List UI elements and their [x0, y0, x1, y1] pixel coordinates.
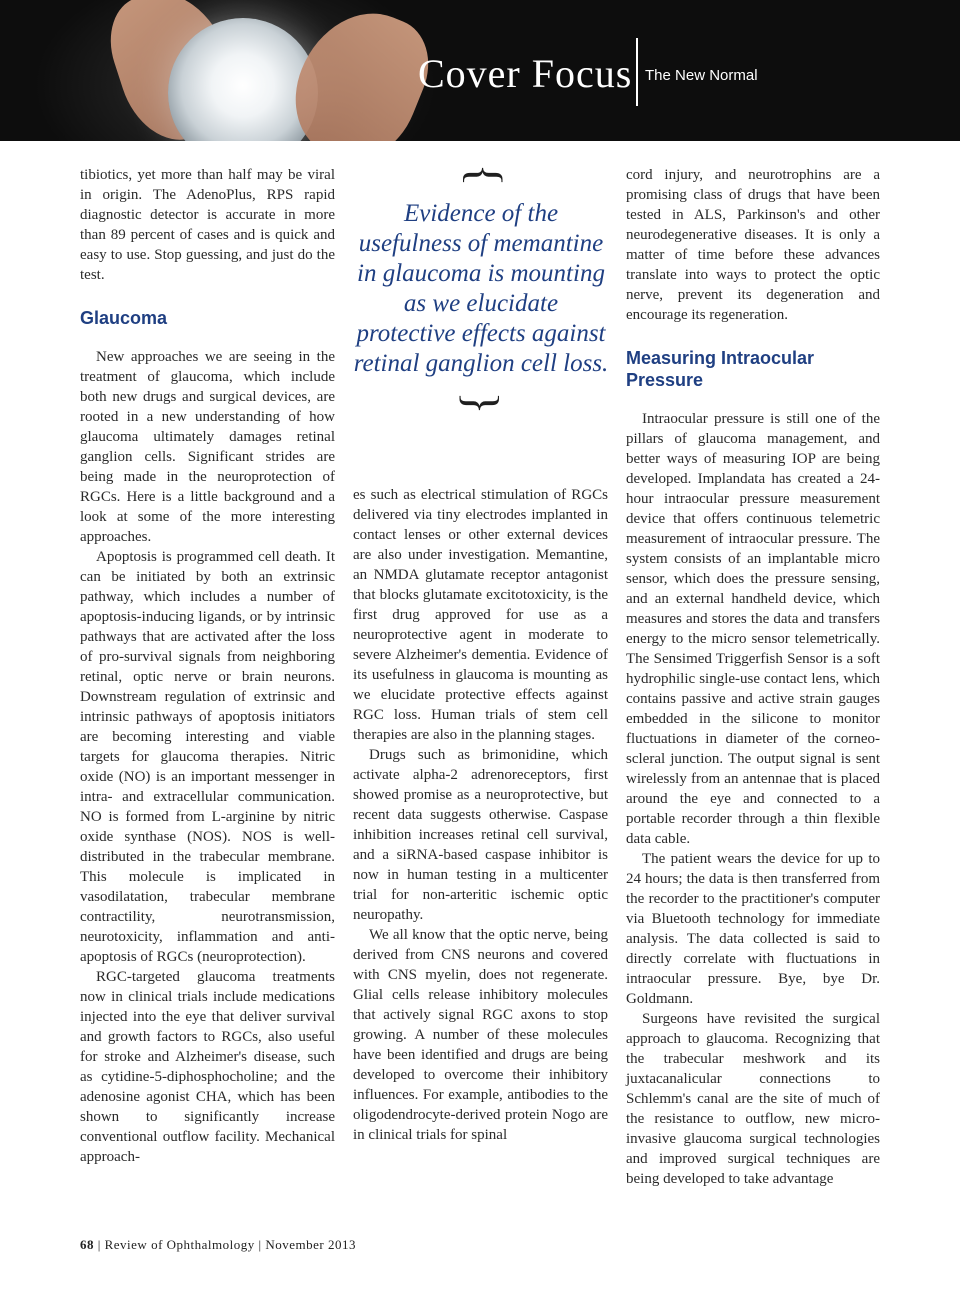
paragraph: Apoptosis is programmed cell death. It can be initiated by both an extrinsic pathway, which includes a number of apoptosis-inducing ligands, or by intrinsic pathways that are activated after the loss of pro-survival signals from neighboring retinal, optic nerve or brain neurons. Downstream regulation of extrinsic and intrinsic pathways of apoptosis initiators are becoming interesting and viable targets for glaucoma therapies. Nitric oxide (NO) is an important messenger in intra- and extracellular communication. NO is formed from L-arginine by nitric oxide synthase (NOS). NOS is well-distributed in the trabecular membrane. This molecule is implicated in vasodilatation, trabecular membrane contractility, neurotransmission, neurotoxicity, inflammation and anti-apoptosis of RGCs (neuroprotection). — [80, 549, 335, 965]
page-footer — [80, 1237, 356, 1253]
journal-name: Review of Ophthalmology — [104, 1237, 255, 1252]
paragraph: es such as electrical stimulation of RGCs delivered via tiny electrodes implanted in contact lenses or other external devices are also under investigation. Memantine, an NMDA glutamate receptor antagonist that blocks glutamate excitotoxicity, is the first drug approved for use as a neuroprotective agent in moderate to severe Alzheimer's dementia. Evidence of its usefulness in glaucoma is mounting as we elucidate protective effects against RGC loss. Human trials of stem cell therapies are also in the planning stages. — [353, 487, 608, 743]
paragraph: Drugs such as brimonidine, which activate alpha-2 adrenoreceptors, first showed promise as a neuroprotective, but recent data suggests otherwise. Caspase inhibition increases retinal cell survival, and a siRNA-based caspase inhibitor is now in human testing in a multicenter trial for non-arteritic ischemic optic neuropathy. — [353, 747, 608, 923]
column-3 — [626, 165, 880, 1189]
paragraph: tibiotics, yet more than half may be viral in origin. The AdenoPlus, RPS rapid diagnostic detector is accurate in more than 89 percent of cases and is quick and easy to use. Stop guessing, and just do the test. — [80, 167, 335, 283]
paragraph: The patient wears the device for up to 24 hours; the data is then transferred from the recorder to the practitioner's computer via Bluetooth technology for immediate analysis. The data collected is said to directly correlate with fluctuations in intraocular pressure. Bye, bye Dr. Goldmann. — [626, 851, 880, 1007]
paragraph: Intraocular pressure is still one of the pillars of glaucoma management, and better ways of measuring IOP are being developed. Implandata has created a 24-hour intraocular pressure measurement device that offers continuous telemetric measurement of intraocular pressure. The system consists of an implantable micro sensor, which does the pressure sensing, and an external handheld device, which measures and stores the data and transfers energy to the micro sensor telemetrically. The Sensimed Triggerfish Sensor is a soft hydrophilic single-use contact lens, which contains passive and active strain gauges embedded in the silicone to monitor fluctuations in diameter of the corneo-scleral junction. The output signal is sent wirelessly from an antennae that is placed around the eye and connected to a portable recorder through a thin flexible data cable. — [626, 411, 880, 847]
brace-bottom-icon: } — [455, 391, 508, 415]
heading-glaucoma: Glaucoma — [80, 308, 168, 328]
column-1 — [80, 165, 335, 1167]
heading-measuring-iop: Measuring Intraocular Pressure — [626, 348, 815, 390]
paragraph: We all know that the optic nerve, being derived from CNS neurons and covered with CNS myelin, does not regenerate. Glial cells release inhibitory molecules that actively signal RGC axons to stop growing. A number of these molecules have been identified and drugs are being developed to overcome their inhibitory influences. For example, antibodies to the oligodendrocyte-derived protein Nogo are in clinical trials for spinal — [353, 927, 608, 1143]
pull-quote-text: Evidence of the usefulness of memantine in glaucoma is mounting as we elucidate protective effects against retinal ganglion cell loss. — [353, 200, 609, 377]
section-title: Cover Focus — [418, 51, 633, 96]
section-subtitle: The New Normal — [645, 67, 758, 84]
issue-date: November 2013 — [265, 1237, 356, 1252]
brace-top-icon: } — [454, 163, 507, 187]
page-number: 68 — [80, 1237, 94, 1252]
footer-separator: | — [258, 1237, 262, 1252]
paragraph: Surgeons have revisited the surgical approach to glaucoma. Recognizing that the trabecular meshwork and its juxtacanalicular connections to Schlemm's canal are the site of much of the resistance to outflow, new micro-invasive glaucoma surgical technologies and improved surgical techniques are being developed to take advantage — [626, 1011, 880, 1187]
pull-quote — [352, 155, 610, 423]
title-divider — [636, 38, 638, 106]
paragraph: cord injury, and neurotrophins are a promising class of drugs that have been tested in ALS, Parkinson's and other neurodegenerative diseases. It is only a matter of time before these advances translate into ways to protect the optic nerve, prevent its degeneration and encourage its regeneration. — [626, 167, 880, 323]
header-banner — [0, 0, 960, 141]
column-2 — [353, 485, 608, 1145]
paragraph: RGC-targeted glaucoma treatments now in clinical trials include medications injected into the eye that deliver survival and growth factors to RGCs, also useful for stroke and Alzheimer's disease, such as cytidine-5-diphosphocholine; and the adenosine agonist CHA, which has been shown to significantly increase conventional outflow facility. Mechanical approach- — [80, 969, 335, 1165]
footer-separator: | — [97, 1237, 101, 1252]
paragraph: New approaches we are seeing in the treatment of glaucoma, which include both new drugs and surgical devices, are rooted in a new understanding of how glaucoma ultimately damages retinal ganglion cells. Significant strides are being made in the neuroprotection of RGCs. Here is a little background and a look at some of the more interesting approaches. — [80, 349, 335, 545]
